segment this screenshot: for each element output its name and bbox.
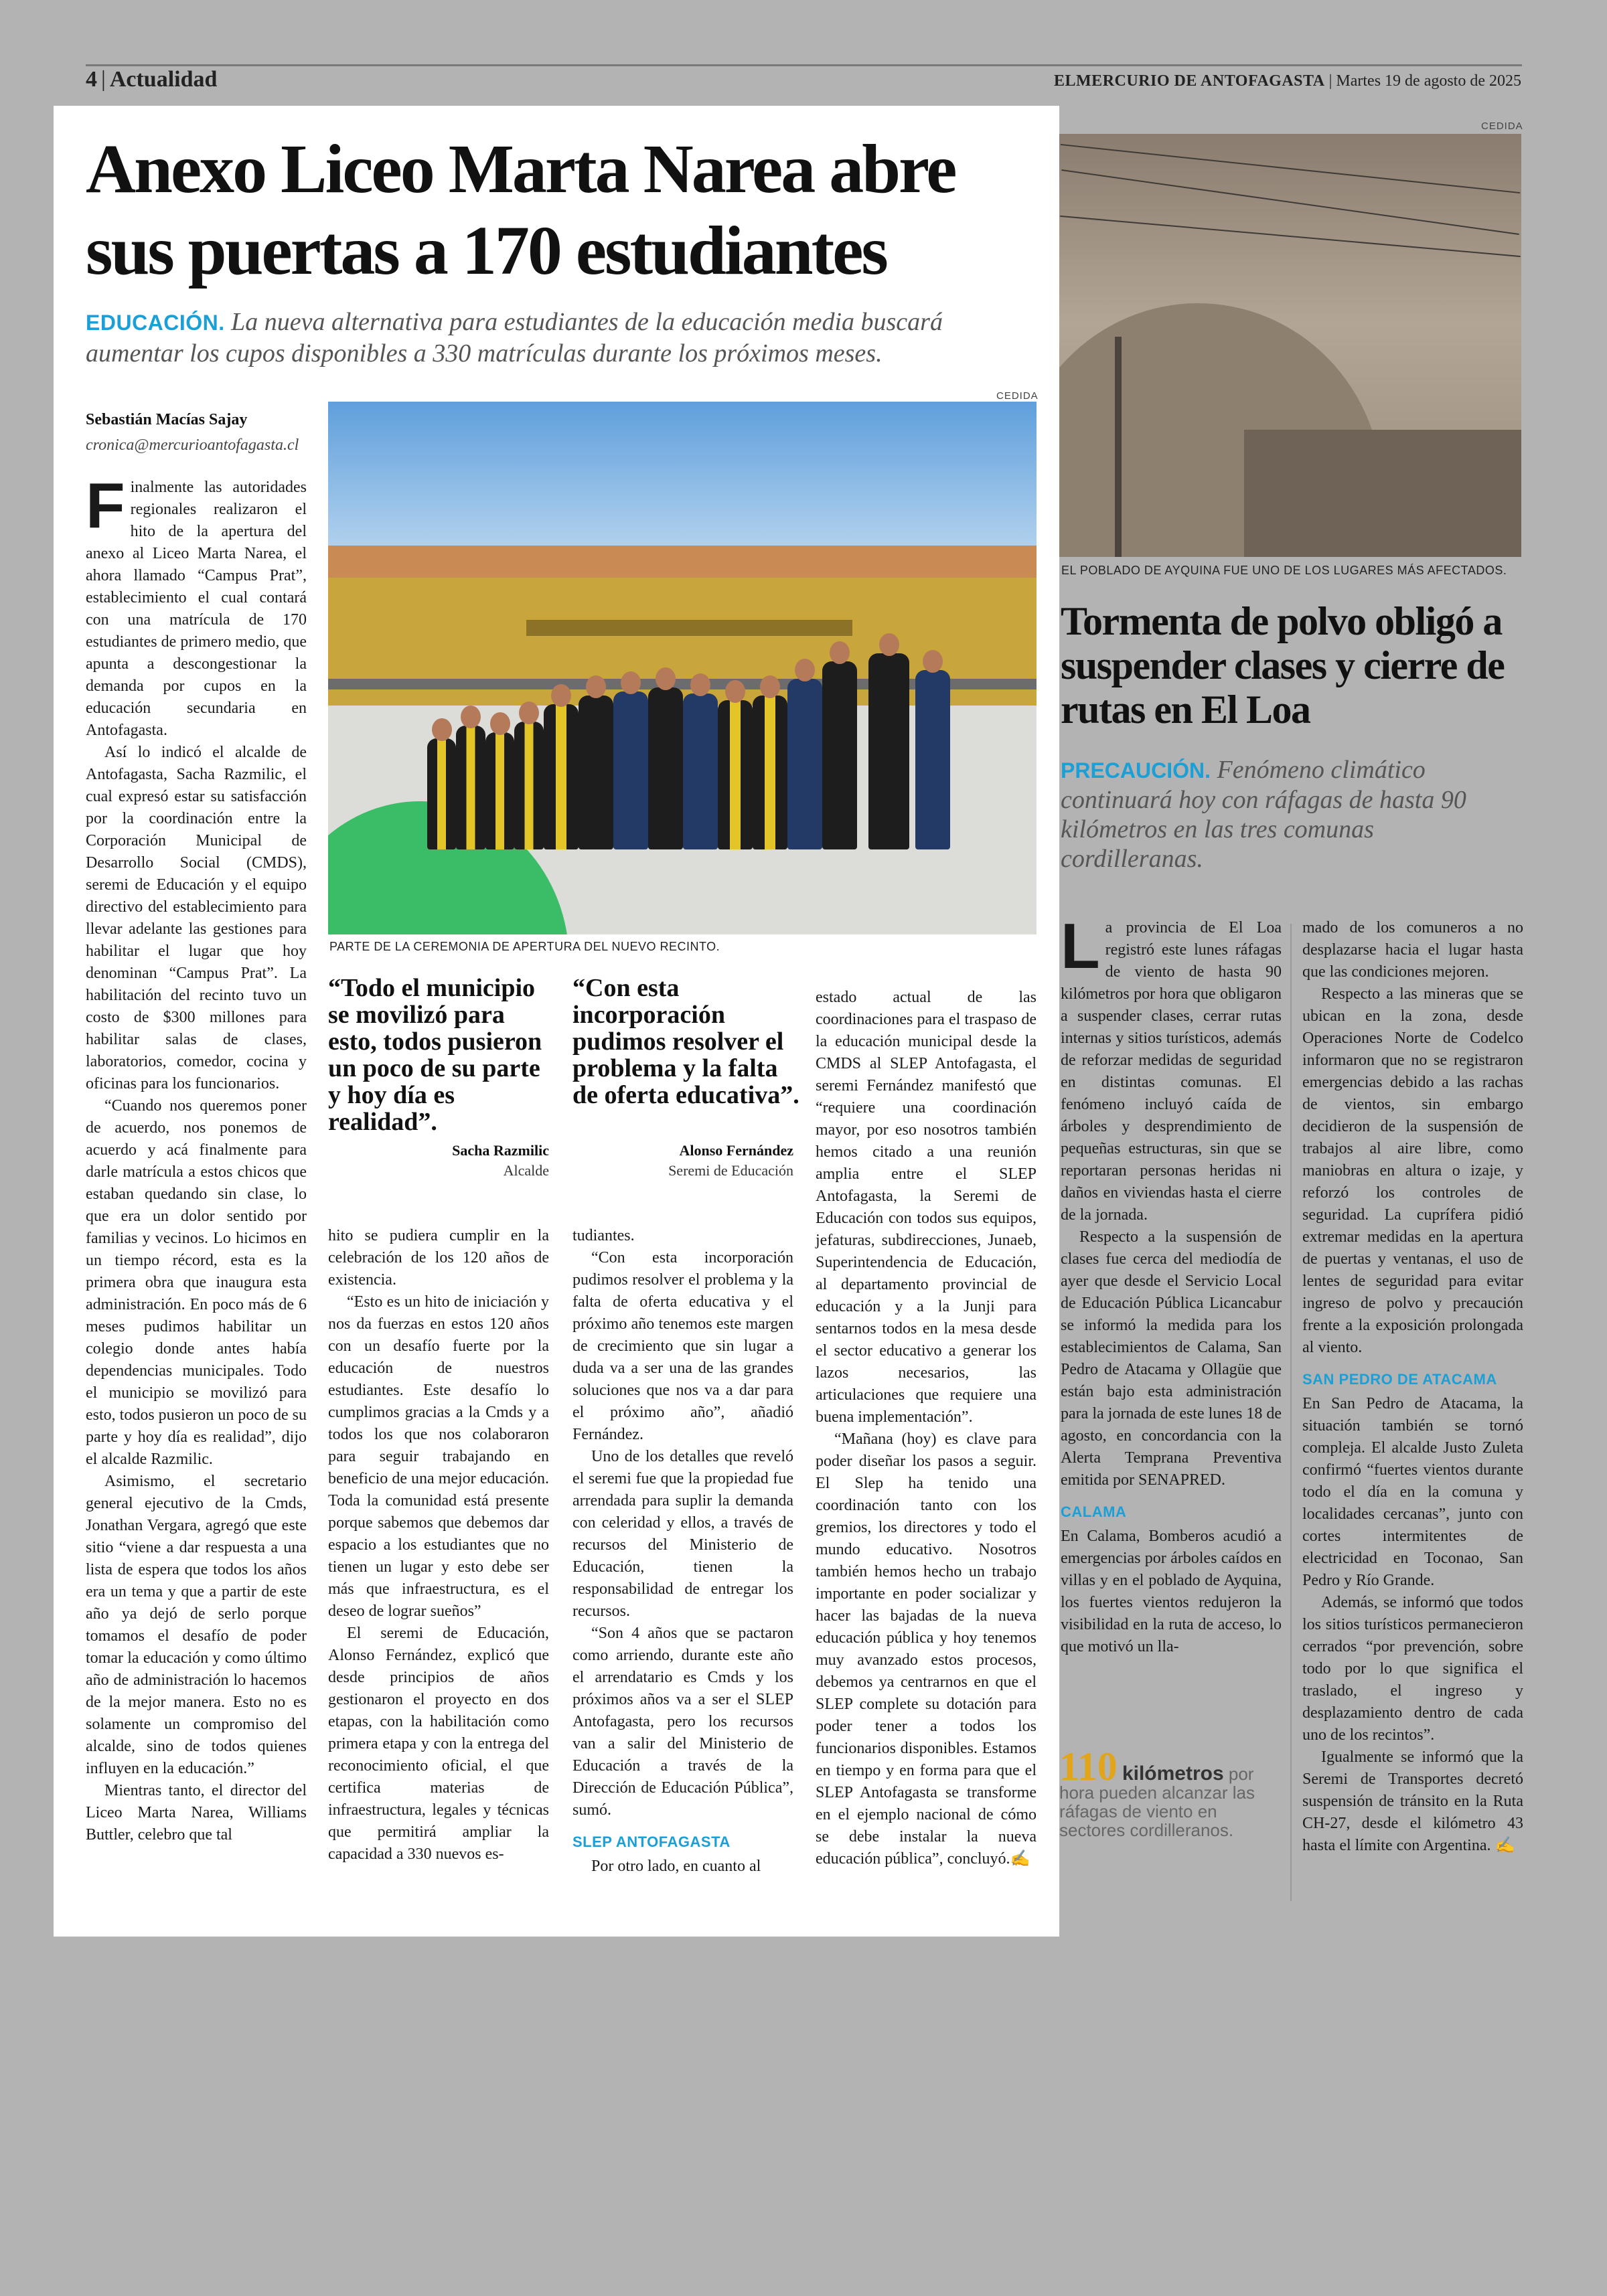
subhead-calama: CALAMA (1061, 1503, 1127, 1520)
photo-person (579, 695, 613, 849)
main-column-4 (816, 987, 1037, 1870)
main-deck (86, 307, 1037, 369)
header-divider: | (101, 67, 106, 92)
photo-person (787, 679, 822, 849)
paragraph: Mientras tanto, el director del Liceo Marta Narea, Williams Buttler, celebro que tal (86, 1782, 307, 1843)
paragraph: Respecto a las mineras que se ubican en la zona, desde Operaciones Norte de Codelco informaron que no se registraron emergencias debido a las rachas de vientos, sin embargo decidieron de la suspensión de trabajos al aire libre, como maniobras en altura o izaje, y reforzó los controles de seguridad. La cuprífera pidió extremar medidas en la apertura de puertas y ventanas, el uso de lentes de seguridad para evitar ingreso de polvo y precaución frente a la exposición prolongada al viento. (1302, 985, 1523, 1356)
photo-sign (526, 620, 852, 636)
stat-unit: kilómetros (1122, 1762, 1224, 1785)
stat-text: por hora pueden alcanzar las ráfagas de viento en sectores cordilleranos. (1059, 1764, 1255, 1840)
pull-quote-2-attribution (572, 1141, 793, 1181)
paragraph: El seremi de Educación, Alonso Fernández, explicó que desde principios de años gestionaron el proyecto en dos etapas, con la habilitación como primera etapa y con la entrega del reconocimiento oficial, el que certifica materias de infraestructura, legales y técnicas que permitirá ampliar la capacidad a 330 nuevos es- (328, 1625, 549, 1863)
quote-role: Alcalde (503, 1162, 549, 1179)
photo-person (915, 670, 950, 849)
side-headline: Tormenta de polvo obligó a suspender clases y cierre de rutas en El Loa (1061, 599, 1505, 732)
side-kicker: PRECAUCIÓN. (1061, 758, 1211, 783)
pull-quote-1-attribution (328, 1141, 549, 1181)
lead-paragraph (1061, 910, 1282, 1226)
photo-person (544, 704, 579, 849)
paragraph: estado actual de las coordinaciones para el traspaso de la educación municipal desde la CMDS al SLEP Antofagasta, el seremi Fernández manifestó que “requiere una coordinación mayor, por eso nosotros también hemos citado a una reunión amplia entre el SLEP Antofagasta, la Seremi de Educación con todos sus equipos, jefaturas, subdirecciones, Junaeb, Superintendencia de Educación, al departamento provincial de educación y a la Junji para sentarnos todos en la mesa desde el sector educativo a generar los lazos necesarios, las articulaciones que requiere una buena implementación”. (816, 989, 1037, 1426)
photo-roofs (1244, 430, 1521, 557)
paragraph: Así lo indicó el alcalde de Antofagasta, Sacha Razmilic, el cual expresó estar su satisfacción por la coordinación entre la Corporación Municipal de Desarrollo Social (CMDS), seremi de Educación y el equipo directivo del establecimiento para llevar adelante las gestiones para habilitar el lugar que hoy denominan “Campus Prat”. La habilitación del recinto tuvo un costo de $300 millones para habilitar salas de clases, laboratorios, comedor, cocina y oficinas para los funcionarios. (86, 744, 307, 1092)
side-photo-credit: CEDIDA (1481, 120, 1523, 132)
main-photo-caption: PARTE DE LA CEREMONIA DE APERTURA DEL NUEVO RECINTO. (329, 940, 720, 953)
photo-person (683, 693, 718, 849)
subhead-slep: SLEP ANTOFAGASTA (572, 1833, 731, 1850)
stat-number: 110 (1059, 1744, 1118, 1789)
lead-paragraph (86, 470, 307, 742)
paragraph: mado de los comuneros a no desplazarse hacia el lugar hasta que las condiciones mejoren. (1302, 919, 1523, 981)
publication-name: ELMERCURIO DE ANTOFAGASTA (1054, 72, 1325, 90)
column-divider (1290, 924, 1292, 1901)
paragraph: hito se pudiera cumplir en la celebración de los 120 años de existencia. (328, 1227, 549, 1289)
photo-person (427, 738, 456, 849)
page-header-publication (1054, 72, 1521, 90)
photo-person (648, 687, 683, 849)
paragraph: tudiantes. (572, 1227, 635, 1244)
side-photo (1059, 134, 1521, 557)
side-column-1 (1061, 910, 1282, 1658)
photo-person (868, 653, 909, 849)
photo-person (753, 695, 787, 849)
paragraph: En Calama, Bomberos acudió a emergencias por árboles caídos en villas y en el poblado de Ayquina, los fuertes vientos redujeron la visibilidad en la ruta de acceso, lo que motivó un lla- (1061, 1528, 1282, 1655)
main-headline: Anexo Liceo Marta Narea abre sus puertas a 170 estudiantes (86, 131, 955, 289)
section-name: Actualidad (109, 67, 218, 92)
paragraph: En San Pedro de Atacama, la situación también se tornó compleja. El alcalde Justo Zuleta confirmó “fuertes vientos durante todo el día en la comuna y localidades cercanas”, junto con cortes intermitentes de electricidad en Toconao, San Pedro y Río Grande. (1302, 1395, 1523, 1589)
photo-person (485, 732, 514, 849)
paragraph: “Con esta incorporación pudimos resolver el problema y la falta de oferta educativa y el próximo año tenemos este margen de crecimiento que sin lugar a duda va a ser una de las grandes soluciones que nos va a dar para el próximo año”, añadió Fernández. (572, 1249, 793, 1443)
page-number: 4 (86, 67, 97, 92)
photo-person (514, 722, 543, 849)
side-column-2 (1302, 917, 1523, 1857)
main-photo (328, 402, 1037, 934)
main-column-3 (572, 1225, 793, 1878)
side-photo-caption: EL POBLADO DE AYQUINA FUE UNO DE LOS LUGARES MÁS AFECTADOS. (1061, 564, 1507, 577)
paragraph: “Mañana (hoy) es clave para poder diseñar los pasos a seguir. El Slep ha tenido una coordinación tanto con los gremios, los directores y todo el mundo educativo. Nosotros también hemos hecho un trabajo importante en poder socializar y hacer las bajadas de la nueva educación pública y hoy tenemos muy avanzado estos procesos, debemos ya centrarnos en que el SLEP complete su dotación para poder tener a todos los funcionarios disponibles. Estamos en tiempo y en forma para que el SLEP Antofagasta se transforme en el ejemplo nacional de cómo se debe instalar la nueva educación pública”, concluyó.✍ (816, 1430, 1037, 1868)
photo-crowd (427, 636, 1008, 849)
publication-date: Martes 19 de agosto de 2025 (1336, 72, 1521, 90)
paragraph: Además, se informó que todos los sitios turísticos permanecieron cerrados “por prevención, sobre todo por lo que significa el traslado, el ingreso y desplazamiento dentro de cada uno de los recintos”. (1302, 1594, 1523, 1744)
photo-person (718, 700, 753, 849)
side-stat-box (1059, 1744, 1280, 1840)
paragraph-text: inalmente las autoridades regionales realizaron el hito de la apertura del anexo al Liceo Marta Narea, el ahora llamado “Campus Prat”, establecimiento el cual contará con una matrícula de 170 estudiantes de primero medio, que apunta a descongestionar la demanda por cupos en la educación secundaria en Antofagasta. (86, 479, 307, 739)
photo-person (613, 691, 648, 849)
paragraph: Respecto a la suspensión de clases fue cerca del mediodía de ayer que desde el Servicio Local de Educación Pública Licancabur se informó la medida para los establecimientos de Calama, San Pedro de Atacama y Ollagüe que están bajo esta administración para la jornada de este lunes 18 de agosto, en concordancia con la Alerta Temprana Preventiva emitida por SENAPRED. (1061, 1228, 1282, 1489)
dropcap: L (1061, 910, 1100, 982)
main-deck-text: La nueva alternativa para estudiantes de la educación media buscará aumentar los cupos disponibles a 330 matrículas durante los próximos meses. (86, 308, 943, 367)
page-header-section (86, 67, 217, 92)
paragraph: Uno de los detalles que reveló el seremi fue que la propiedad fue arrendada para suplir la demanda con celeridad y ellos, a través de recursos del Ministerio de Educación, tienen la responsabilidad de entregar los recursos. (572, 1448, 793, 1620)
paragraph: Igualmente se informó que la Seremi de Transportes decretó suspensión de tránsito en la Ruta CH-27, desde el kilómetro 43 hasta el límite con Argentina. ✍ (1302, 1748, 1523, 1854)
author-name: Sebastián Macías Sajay (86, 411, 248, 428)
quote-author: Sacha Razmilic (452, 1142, 549, 1159)
header-divider: | (1328, 72, 1336, 90)
paragraph: Asimismo, el secretario general ejecutivo de la Cmds, Jonathan Vergara, agregó que este sitio “viene a dar respuesta a una lista de espera que todos los años era un tema y que a partir de este año ya dejó de serlo porque tomamos el desafío de poder tomar la educación y como último año de administración lo hacemos de la mejor manera. Esto no es solamente un compromiso del alcalde, sino de todos quienes influyen en la educación.” (86, 1473, 307, 1777)
photo-sky (328, 402, 1037, 562)
main-column-2 (328, 1225, 549, 1866)
side-deck-text: Fenómeno climático continuará hoy con ráfagas de hasta 90 kilómetros en las tres comunas cordilleranas. (1061, 756, 1466, 873)
main-column-1 (86, 470, 307, 1846)
paragraph: Por otro lado, en cuanto al (591, 1858, 761, 1875)
pull-quote-2: “Con esta incorporación pudimos resolver el problema y la falta de oferta educativa”. (572, 974, 799, 1109)
photo-pole (1115, 337, 1122, 557)
paragraph: “Son 4 años que se pactaron como arriendo, durante este año el arrendatario es Cmds y los próximos años va a ser el SLEP Antofagasta, pero los recursos van a salir del Ministerio de Educación a través de la Dirección de Educación Pública”, sumó. (572, 1625, 793, 1819)
paragraph-text: a provincia de El Loa registró este lunes ráfagas de viento de hasta 90 kilómetros por hora que obligaron a suspender clases, cerrar rutas internas y sitios turísticos, además de reforzar medidas de seguridad en distintas comunas. El fenómeno incluyó caída de árboles y desprendimiento de pequeñas estructuras, sin que se reportaran personas heridas ni daños en viviendas hasta el cierre de la jornada. (1061, 919, 1282, 1224)
paragraph: “Esto es un hito de iniciación y nos da fuerzas en estos 120 años con un desafío fuerte por la educación de nuestros estudiantes. Este desafío lo cumplimos gracias a la Cmds y a todos los que nos colaboraron para seguir trabajando en beneficio de una mejor educación. Toda la comunidad está presente porque sabemos que debemos dar espacio a los estudiantes que no tienen un lugar y esto debe ser más que infraestructura, es el deseo de lograr sueños” (328, 1293, 549, 1620)
byline (86, 407, 299, 458)
header-rule (86, 64, 1522, 66)
pull-quote-1: “Todo el municipio se movilizó para esto, todos pusieron un poco de su parte y hoy día es realidad”. (328, 974, 542, 1136)
paragraph: “Cuando nos queremos poner de acuerdo, nos ponemos de acuerdo y acá finalmente para darle matrícula a estos chicos que estaban quedando sin clase, lo que era un dolor sentido por familias y vecinos. Lo hicimos en un tiempo récord, esta es la primera obra que inaugura esta administración. En poco más de 6 meses pudimos habilitar un colegio donde antes había dependencias municipales. Todo el municipio se movilizó para esto, todos pusieron un poco de su parte y hoy día es realidad”, dijo el alcalde Razmilic. (86, 1097, 307, 1468)
quote-author: Alonso Fernández (679, 1142, 793, 1159)
dropcap: F (86, 470, 125, 542)
photo-person (456, 726, 485, 849)
author-email[interactable]: cronica@mercurioantofagasta.cl (86, 436, 299, 454)
quote-role: Seremi de Educación (668, 1162, 793, 1179)
side-deck (1061, 755, 1489, 874)
main-kicker: EDUCACIÓN. (86, 311, 225, 335)
main-photo-credit: CEDIDA (996, 390, 1039, 402)
photo-person (822, 661, 857, 849)
subhead-san-pedro: SAN PEDRO DE ATACAMA (1302, 1371, 1497, 1388)
